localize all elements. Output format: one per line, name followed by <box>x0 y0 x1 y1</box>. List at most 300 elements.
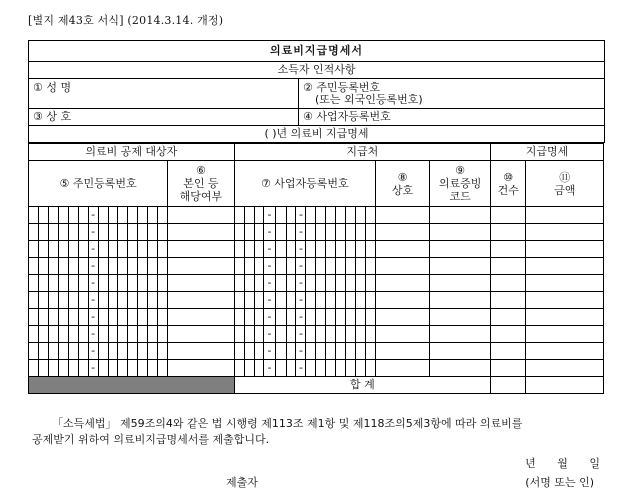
business-digit-cell[interactable] <box>346 360 356 377</box>
resident-digit-cell[interactable] <box>48 309 58 326</box>
business-digit-cell[interactable] <box>366 309 376 326</box>
resident-digit-cell[interactable] <box>38 292 48 309</box>
business-name-cell[interactable] <box>375 207 429 224</box>
resident-digit-cell[interactable] <box>118 309 128 326</box>
business-digit-cell[interactable] <box>275 360 286 377</box>
resident-digit-cell[interactable] <box>58 343 68 360</box>
business-digit-cell[interactable] <box>275 309 286 326</box>
business-digit-cell[interactable] <box>275 275 286 292</box>
resident-digit-cell[interactable] <box>48 241 58 258</box>
resident-digit-cell[interactable] <box>158 309 168 326</box>
business-digit-cell[interactable] <box>306 224 316 241</box>
amount-cell[interactable] <box>526 360 604 377</box>
business-digit-cell[interactable] <box>254 360 264 377</box>
business-digit-cell[interactable] <box>306 360 316 377</box>
resident-digit-cell[interactable] <box>158 326 168 343</box>
resident-digit-cell[interactable] <box>128 224 138 241</box>
resident-digit-cell[interactable] <box>108 360 118 377</box>
count-cell[interactable] <box>491 275 526 292</box>
resident-digit-cell[interactable] <box>108 224 118 241</box>
business-digit-cell[interactable] <box>275 292 286 309</box>
resident-digit-cell[interactable] <box>29 207 39 224</box>
business-digit-cell[interactable] <box>316 207 326 224</box>
business-digit-cell[interactable] <box>286 292 296 309</box>
business-digit-cell[interactable] <box>356 207 366 224</box>
resident-digit-cell[interactable] <box>68 292 78 309</box>
business-digit-cell[interactable] <box>326 326 336 343</box>
resident-digit-cell[interactable] <box>98 224 108 241</box>
business-digit-cell[interactable] <box>234 309 244 326</box>
business-digit-cell[interactable] <box>326 258 336 275</box>
proof-code-cell[interactable] <box>430 241 491 258</box>
resident-digit-cell[interactable] <box>68 207 78 224</box>
resident-digit-cell[interactable] <box>118 258 128 275</box>
business-digit-cell[interactable] <box>306 309 316 326</box>
resident-digit-cell[interactable] <box>148 275 158 292</box>
count-cell[interactable] <box>491 326 526 343</box>
business-digit-cell[interactable] <box>346 343 356 360</box>
business-digit-cell[interactable] <box>316 326 326 343</box>
resident-digit-cell[interactable] <box>78 207 88 224</box>
resident-digit-cell[interactable] <box>138 292 148 309</box>
business-digit-cell[interactable] <box>234 207 244 224</box>
total-count-cell[interactable] <box>491 377 526 394</box>
resident-digit-cell[interactable] <box>58 292 68 309</box>
resident-digit-cell[interactable] <box>138 360 148 377</box>
business-digit-cell[interactable] <box>326 207 336 224</box>
resident-digit-cell[interactable] <box>29 224 39 241</box>
resident-digit-cell[interactable] <box>158 292 168 309</box>
business-digit-cell[interactable] <box>254 292 264 309</box>
business-digit-cell[interactable] <box>286 207 296 224</box>
self-flag-cell[interactable] <box>168 309 235 326</box>
count-cell[interactable] <box>491 309 526 326</box>
proof-code-cell[interactable] <box>430 309 491 326</box>
resident-digit-cell[interactable] <box>68 309 78 326</box>
amount-cell[interactable] <box>526 292 604 309</box>
business-digit-cell[interactable] <box>326 292 336 309</box>
resident-digit-cell[interactable] <box>128 292 138 309</box>
self-flag-cell[interactable] <box>168 224 235 241</box>
resident-digit-cell[interactable] <box>98 258 108 275</box>
business-digit-cell[interactable] <box>254 275 264 292</box>
business-digit-cell[interactable] <box>244 292 254 309</box>
self-flag-cell[interactable] <box>168 241 235 258</box>
resident-digit-cell[interactable] <box>138 224 148 241</box>
business-digit-cell[interactable] <box>275 207 286 224</box>
resident-digit-cell[interactable] <box>108 275 118 292</box>
business-digit-cell[interactable] <box>286 224 296 241</box>
business-digit-cell[interactable] <box>244 207 254 224</box>
resident-digit-cell[interactable] <box>148 224 158 241</box>
self-flag-cell[interactable] <box>168 343 235 360</box>
resident-digit-cell[interactable] <box>98 241 108 258</box>
business-digit-cell[interactable] <box>346 207 356 224</box>
resident-digit-cell[interactable] <box>148 343 158 360</box>
resident-digit-cell[interactable] <box>29 241 39 258</box>
count-cell[interactable] <box>491 343 526 360</box>
resident-digit-cell[interactable] <box>148 309 158 326</box>
business-digit-cell[interactable] <box>366 343 376 360</box>
business-digit-cell[interactable] <box>366 224 376 241</box>
business-digit-cell[interactable] <box>346 326 356 343</box>
business-digit-cell[interactable] <box>306 275 316 292</box>
resident-digit-cell[interactable] <box>158 241 168 258</box>
resident-digit-cell[interactable] <box>98 360 108 377</box>
resident-digit-cell[interactable] <box>38 258 48 275</box>
resident-digit-cell[interactable] <box>98 326 108 343</box>
business-digit-cell[interactable] <box>346 258 356 275</box>
resident-digit-cell[interactable] <box>78 343 88 360</box>
business-name-cell[interactable] <box>375 309 429 326</box>
resident-digit-cell[interactable] <box>48 326 58 343</box>
resident-digit-cell[interactable] <box>128 309 138 326</box>
resident-digit-cell[interactable] <box>108 292 118 309</box>
resident-digit-cell[interactable] <box>148 241 158 258</box>
resident-digit-cell[interactable] <box>29 309 39 326</box>
amount-cell[interactable] <box>526 258 604 275</box>
resident-digit-cell[interactable] <box>38 326 48 343</box>
business-digit-cell[interactable] <box>356 275 366 292</box>
resident-digit-cell[interactable] <box>118 343 128 360</box>
business-name-cell[interactable] <box>375 360 429 377</box>
business-digit-cell[interactable] <box>254 326 264 343</box>
business-digit-cell[interactable] <box>275 326 286 343</box>
resident-digit-cell[interactable] <box>78 241 88 258</box>
resident-digit-cell[interactable] <box>29 343 39 360</box>
business-digit-cell[interactable] <box>336 326 346 343</box>
resident-digit-cell[interactable] <box>98 343 108 360</box>
business-digit-cell[interactable] <box>244 224 254 241</box>
proof-code-cell[interactable] <box>430 326 491 343</box>
business-digit-cell[interactable] <box>234 241 244 258</box>
business-digit-cell[interactable] <box>275 258 286 275</box>
business-digit-cell[interactable] <box>275 343 286 360</box>
proof-code-cell[interactable] <box>430 207 491 224</box>
business-digit-cell[interactable] <box>356 224 366 241</box>
resident-digit-cell[interactable] <box>108 309 118 326</box>
proof-code-cell[interactable] <box>430 275 491 292</box>
resident-digit-cell[interactable] <box>78 224 88 241</box>
resident-digit-cell[interactable] <box>128 207 138 224</box>
business-digit-cell[interactable] <box>306 343 316 360</box>
resident-digit-cell[interactable] <box>138 343 148 360</box>
business-name-cell[interactable] <box>375 258 429 275</box>
self-flag-cell[interactable] <box>168 326 235 343</box>
amount-cell[interactable] <box>526 207 604 224</box>
business-digit-cell[interactable] <box>356 309 366 326</box>
resident-digit-cell[interactable] <box>29 360 39 377</box>
resident-digit-cell[interactable] <box>58 309 68 326</box>
business-digit-cell[interactable] <box>326 360 336 377</box>
resident-digit-cell[interactable] <box>48 224 58 241</box>
business-digit-cell[interactable] <box>254 241 264 258</box>
business-digit-cell[interactable] <box>234 292 244 309</box>
resident-digit-cell[interactable] <box>128 360 138 377</box>
business-digit-cell[interactable] <box>306 326 316 343</box>
resident-digit-cell[interactable] <box>78 258 88 275</box>
resident-digit-cell[interactable] <box>118 224 128 241</box>
business-digit-cell[interactable] <box>366 292 376 309</box>
business-digit-cell[interactable] <box>306 292 316 309</box>
resident-digit-cell[interactable] <box>29 292 39 309</box>
business-digit-cell[interactable] <box>336 224 346 241</box>
resident-digit-cell[interactable] <box>138 275 148 292</box>
business-digit-cell[interactable] <box>234 258 244 275</box>
resident-digit-cell[interactable] <box>68 326 78 343</box>
resident-digit-cell[interactable] <box>58 360 68 377</box>
count-cell[interactable] <box>491 258 526 275</box>
resident-digit-cell[interactable] <box>108 207 118 224</box>
resident-digit-cell[interactable] <box>138 258 148 275</box>
business-name-cell[interactable] <box>375 343 429 360</box>
business-digit-cell[interactable] <box>316 241 326 258</box>
amount-cell[interactable] <box>526 241 604 258</box>
business-digit-cell[interactable] <box>366 258 376 275</box>
resident-digit-cell[interactable] <box>138 207 148 224</box>
business-digit-cell[interactable] <box>244 275 254 292</box>
business-digit-cell[interactable] <box>244 326 254 343</box>
resident-digit-cell[interactable] <box>68 241 78 258</box>
count-cell[interactable] <box>491 292 526 309</box>
resident-digit-cell[interactable] <box>148 292 158 309</box>
resident-digit-cell[interactable] <box>128 258 138 275</box>
count-cell[interactable] <box>491 224 526 241</box>
business-digit-cell[interactable] <box>286 275 296 292</box>
resident-digit-cell[interactable] <box>108 326 118 343</box>
business-digit-cell[interactable] <box>336 275 346 292</box>
resident-digit-cell[interactable] <box>78 275 88 292</box>
resident-digit-cell[interactable] <box>98 207 108 224</box>
resident-digit-cell[interactable] <box>38 343 48 360</box>
resident-digit-cell[interactable] <box>58 207 68 224</box>
business-digit-cell[interactable] <box>326 309 336 326</box>
business-name-cell[interactable] <box>375 224 429 241</box>
business-digit-cell[interactable] <box>326 343 336 360</box>
business-digit-cell[interactable] <box>326 224 336 241</box>
resident-digit-cell[interactable] <box>78 360 88 377</box>
count-cell[interactable] <box>491 207 526 224</box>
resident-digit-cell[interactable] <box>29 275 39 292</box>
business-digit-cell[interactable] <box>275 241 286 258</box>
business-digit-cell[interactable] <box>336 343 346 360</box>
business-digit-cell[interactable] <box>346 292 356 309</box>
resident-digit-cell[interactable] <box>128 343 138 360</box>
resident-digit-cell[interactable] <box>118 326 128 343</box>
resident-digit-cell[interactable] <box>108 343 118 360</box>
resident-digit-cell[interactable] <box>58 326 68 343</box>
proof-code-cell[interactable] <box>430 292 491 309</box>
resident-digit-cell[interactable] <box>68 275 78 292</box>
business-name-cell[interactable] <box>375 326 429 343</box>
business-digit-cell[interactable] <box>336 241 346 258</box>
resident-digit-cell[interactable] <box>29 326 39 343</box>
resident-digit-cell[interactable] <box>118 207 128 224</box>
resident-digit-cell[interactable] <box>118 360 128 377</box>
business-digit-cell[interactable] <box>366 360 376 377</box>
resident-digit-cell[interactable] <box>68 258 78 275</box>
business-digit-cell[interactable] <box>356 360 366 377</box>
resident-digit-cell[interactable] <box>128 275 138 292</box>
amount-cell[interactable] <box>526 224 604 241</box>
business-digit-cell[interactable] <box>244 309 254 326</box>
business-digit-cell[interactable] <box>316 292 326 309</box>
business-digit-cell[interactable] <box>306 258 316 275</box>
business-digit-cell[interactable] <box>326 275 336 292</box>
resident-digit-cell[interactable] <box>78 292 88 309</box>
amount-cell[interactable] <box>526 343 604 360</box>
resident-digit-cell[interactable] <box>48 275 58 292</box>
resident-digit-cell[interactable] <box>138 326 148 343</box>
business-digit-cell[interactable] <box>254 224 264 241</box>
business-digit-cell[interactable] <box>306 241 316 258</box>
business-digit-cell[interactable] <box>244 241 254 258</box>
business-digit-cell[interactable] <box>234 326 244 343</box>
resident-digit-cell[interactable] <box>48 343 58 360</box>
business-digit-cell[interactable] <box>336 292 346 309</box>
proof-code-cell[interactable] <box>430 360 491 377</box>
proof-code-cell[interactable] <box>430 343 491 360</box>
resident-digit-cell[interactable] <box>98 292 108 309</box>
business-digit-cell[interactable] <box>356 258 366 275</box>
business-digit-cell[interactable] <box>286 326 296 343</box>
resident-digit-cell[interactable] <box>108 241 118 258</box>
self-flag-cell[interactable] <box>168 292 235 309</box>
business-digit-cell[interactable] <box>316 343 326 360</box>
resident-digit-cell[interactable] <box>38 207 48 224</box>
resident-digit-cell[interactable] <box>118 275 128 292</box>
business-digit-cell[interactable] <box>356 241 366 258</box>
resident-digit-cell[interactable] <box>158 360 168 377</box>
business-digit-cell[interactable] <box>336 360 346 377</box>
resident-digit-cell[interactable] <box>108 258 118 275</box>
business-digit-cell[interactable] <box>336 207 346 224</box>
amount-cell[interactable] <box>526 309 604 326</box>
business-digit-cell[interactable] <box>286 258 296 275</box>
business-digit-cell[interactable] <box>286 241 296 258</box>
resident-digit-cell[interactable] <box>148 326 158 343</box>
resident-digit-cell[interactable] <box>38 360 48 377</box>
business-digit-cell[interactable] <box>346 309 356 326</box>
business-digit-cell[interactable] <box>356 343 366 360</box>
resident-digit-cell[interactable] <box>78 326 88 343</box>
resident-digit-cell[interactable] <box>38 275 48 292</box>
business-digit-cell[interactable] <box>244 343 254 360</box>
business-digit-cell[interactable] <box>316 224 326 241</box>
resident-digit-cell[interactable] <box>78 309 88 326</box>
resident-digit-cell[interactable] <box>158 207 168 224</box>
resident-digit-cell[interactable] <box>58 275 68 292</box>
business-digit-cell[interactable] <box>326 241 336 258</box>
resident-digit-cell[interactable] <box>58 241 68 258</box>
resident-digit-cell[interactable] <box>98 309 108 326</box>
business-digit-cell[interactable] <box>244 258 254 275</box>
resident-digit-cell[interactable] <box>158 258 168 275</box>
business-digit-cell[interactable] <box>316 360 326 377</box>
resident-digit-cell[interactable] <box>158 275 168 292</box>
business-digit-cell[interactable] <box>316 309 326 326</box>
resident-digit-cell[interactable] <box>58 258 68 275</box>
business-digit-cell[interactable] <box>366 275 376 292</box>
business-digit-cell[interactable] <box>234 360 244 377</box>
business-digit-cell[interactable] <box>234 275 244 292</box>
proof-code-cell[interactable] <box>430 258 491 275</box>
resident-digit-cell[interactable] <box>38 309 48 326</box>
business-digit-cell[interactable] <box>356 292 366 309</box>
proof-code-cell[interactable] <box>430 224 491 241</box>
business-digit-cell[interactable] <box>286 360 296 377</box>
count-cell[interactable] <box>491 241 526 258</box>
amount-cell[interactable] <box>526 275 604 292</box>
resident-digit-cell[interactable] <box>158 224 168 241</box>
resident-digit-cell[interactable] <box>29 258 39 275</box>
resident-digit-cell[interactable] <box>48 207 58 224</box>
resident-digit-cell[interactable] <box>138 241 148 258</box>
business-digit-cell[interactable] <box>306 207 316 224</box>
business-name-cell[interactable] <box>375 241 429 258</box>
resident-digit-cell[interactable] <box>98 275 108 292</box>
resident-digit-cell[interactable] <box>128 326 138 343</box>
resident-digit-cell[interactable] <box>128 241 138 258</box>
resident-digit-cell[interactable] <box>48 258 58 275</box>
business-digit-cell[interactable] <box>336 258 346 275</box>
total-amount-cell[interactable] <box>526 377 604 394</box>
business-digit-cell[interactable] <box>286 343 296 360</box>
resident-digit-cell[interactable] <box>68 224 78 241</box>
resident-digit-cell[interactable] <box>148 207 158 224</box>
business-digit-cell[interactable] <box>275 224 286 241</box>
business-digit-cell[interactable] <box>316 275 326 292</box>
resident-digit-cell[interactable] <box>158 343 168 360</box>
business-digit-cell[interactable] <box>254 343 264 360</box>
resident-digit-cell[interactable] <box>138 309 148 326</box>
business-digit-cell[interactable] <box>346 275 356 292</box>
business-digit-cell[interactable] <box>356 326 366 343</box>
resident-digit-cell[interactable] <box>58 224 68 241</box>
business-digit-cell[interactable] <box>234 343 244 360</box>
resident-digit-cell[interactable] <box>48 360 58 377</box>
business-digit-cell[interactable] <box>366 326 376 343</box>
business-digit-cell[interactable] <box>254 207 264 224</box>
self-flag-cell[interactable] <box>168 258 235 275</box>
business-digit-cell[interactable] <box>336 309 346 326</box>
resident-digit-cell[interactable] <box>68 360 78 377</box>
count-cell[interactable] <box>491 360 526 377</box>
business-digit-cell[interactable] <box>366 241 376 258</box>
resident-digit-cell[interactable] <box>148 258 158 275</box>
amount-cell[interactable] <box>526 326 604 343</box>
resident-digit-cell[interactable] <box>148 360 158 377</box>
business-digit-cell[interactable] <box>254 258 264 275</box>
business-digit-cell[interactable] <box>346 241 356 258</box>
business-digit-cell[interactable] <box>244 360 254 377</box>
resident-digit-cell[interactable] <box>38 224 48 241</box>
business-digit-cell[interactable] <box>254 309 264 326</box>
business-name-cell[interactable] <box>375 275 429 292</box>
business-digit-cell[interactable] <box>234 224 244 241</box>
resident-digit-cell[interactable] <box>118 241 128 258</box>
resident-digit-cell[interactable] <box>118 292 128 309</box>
business-digit-cell[interactable] <box>316 258 326 275</box>
business-digit-cell[interactable] <box>366 207 376 224</box>
business-name-cell[interactable] <box>375 292 429 309</box>
self-flag-cell[interactable] <box>168 275 235 292</box>
resident-digit-cell[interactable] <box>68 343 78 360</box>
business-digit-cell[interactable] <box>286 309 296 326</box>
resident-digit-cell[interactable] <box>38 241 48 258</box>
resident-digit-cell[interactable] <box>48 292 58 309</box>
self-flag-cell[interactable] <box>168 207 235 224</box>
